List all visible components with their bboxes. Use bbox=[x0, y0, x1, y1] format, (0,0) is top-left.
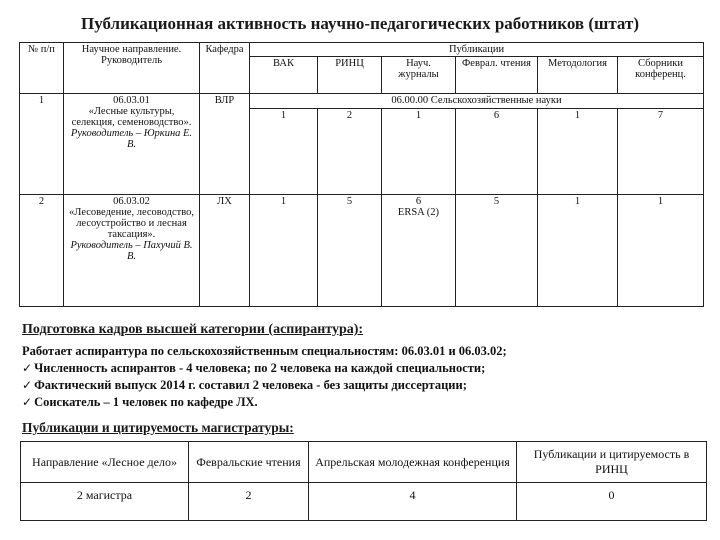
direction-name: «Лесоведение, лесоводство, лесоустройство и лесная таксация». bbox=[69, 207, 194, 240]
table-row bbox=[20, 94, 704, 109]
table-header-row bbox=[21, 442, 707, 483]
cell-vak: 1 bbox=[250, 195, 318, 307]
list-item-text: Соискатель – 1 человек по кафедре ЛХ. bbox=[34, 395, 258, 409]
row-dept: ЛХ bbox=[200, 195, 250, 307]
cell-conf: 1 bbox=[618, 195, 704, 307]
cell-april-conference: 4 bbox=[309, 483, 517, 521]
direction-code: 06.03.01 bbox=[113, 95, 150, 106]
cell-method: 1 bbox=[538, 195, 618, 307]
group-label: 06.00.00 Сельскохозяйственные науки bbox=[250, 94, 704, 109]
header-direction: Направление «Лесное дело» bbox=[21, 442, 189, 483]
table-row bbox=[21, 483, 707, 521]
publications-table bbox=[19, 42, 704, 307]
row-num: 1 bbox=[20, 94, 64, 195]
cell-journals bbox=[382, 195, 456, 307]
cell-direction: 2 магистра bbox=[21, 483, 189, 521]
cell-journals: 1 bbox=[382, 109, 456, 195]
table-header-row bbox=[20, 43, 704, 57]
aspirantura-intro: Работает аспирантура по сельскохозяйственным специальностям: 06.03.01 и 06.03.02; bbox=[22, 344, 507, 358]
direction-name: «Лесные культуры, селекция, семеноводство». bbox=[71, 106, 192, 128]
list-item bbox=[22, 394, 712, 411]
cell-feb-readings: 2 bbox=[189, 483, 309, 521]
checkmark-icon: ✓ bbox=[22, 395, 33, 409]
cell-vak: 1 bbox=[250, 109, 318, 195]
aspirantura-list bbox=[22, 343, 712, 411]
cell-rinc: 5 bbox=[318, 195, 382, 307]
header-conf-collections: Сборники конференц. bbox=[618, 57, 704, 94]
list-item bbox=[22, 377, 712, 394]
checkmark-icon: ✓ bbox=[22, 361, 33, 375]
checkmark-icon: ✓ bbox=[22, 378, 33, 392]
aspirantura-heading-text: Подготовка кадров высшей категории (аспирантура): bbox=[22, 322, 364, 337]
header-num: № п/п bbox=[20, 43, 64, 94]
header-feb-readings: Феврал. чтения bbox=[456, 57, 538, 94]
cell-method: 1 bbox=[538, 109, 618, 195]
cell-feb: 6 bbox=[456, 109, 538, 195]
table-row bbox=[20, 195, 704, 307]
header-direction: Научное направление. Руководитель bbox=[64, 43, 200, 94]
header-vak: ВАК bbox=[250, 57, 318, 94]
header-april-conference: Апрельская молодежная конференция bbox=[309, 442, 517, 483]
header-rinc-citations: Публикации и цитируемость в РИНЦ bbox=[517, 442, 707, 483]
header-feb-readings: Февральские чтения bbox=[189, 442, 309, 483]
cell-conf: 7 bbox=[618, 109, 704, 195]
header-methodology: Методология bbox=[538, 57, 618, 94]
magistratura-heading-text: Публикации и цитируемость магистратуры: bbox=[22, 420, 294, 435]
magistratura-table bbox=[20, 441, 707, 521]
header-dept: Кафедра bbox=[200, 43, 250, 94]
cell-feb: 5 bbox=[456, 195, 538, 307]
header-publications: Публикации bbox=[250, 43, 704, 57]
direction-code: 06.03.02 bbox=[113, 196, 150, 207]
row-num: 2 bbox=[20, 195, 64, 307]
page-title: Публикационная активность научно-педагогических работников (штат) bbox=[80, 14, 640, 33]
journals-value: 6 bbox=[415, 196, 422, 207]
header-rinc: РИНЦ bbox=[318, 57, 382, 94]
list-item bbox=[22, 360, 712, 377]
list-item-text: Численность аспирантов - 4 человека; по 2 человека на каждой специальности; bbox=[34, 361, 486, 375]
list-item-text: Фактический выпуск 2014 г. составил 2 человека - без защиты диссертации; bbox=[34, 378, 467, 392]
row-direction bbox=[64, 195, 200, 307]
cell-rinc-citations: 0 bbox=[517, 483, 707, 521]
header-journals: Науч. журналы bbox=[382, 57, 456, 94]
row-dept: ВЛР bbox=[200, 94, 250, 195]
cell-rinc: 2 bbox=[318, 109, 382, 195]
row-direction bbox=[64, 94, 200, 195]
magistratura-heading bbox=[22, 420, 294, 436]
direction-leader: Руководитель – Пахучий В. В. bbox=[70, 240, 193, 262]
direction-leader: Руководитель – Юркина Е. В. bbox=[70, 128, 193, 150]
journals-extra: ERSA (2) bbox=[397, 207, 440, 218]
aspirantura-heading bbox=[22, 322, 363, 338]
